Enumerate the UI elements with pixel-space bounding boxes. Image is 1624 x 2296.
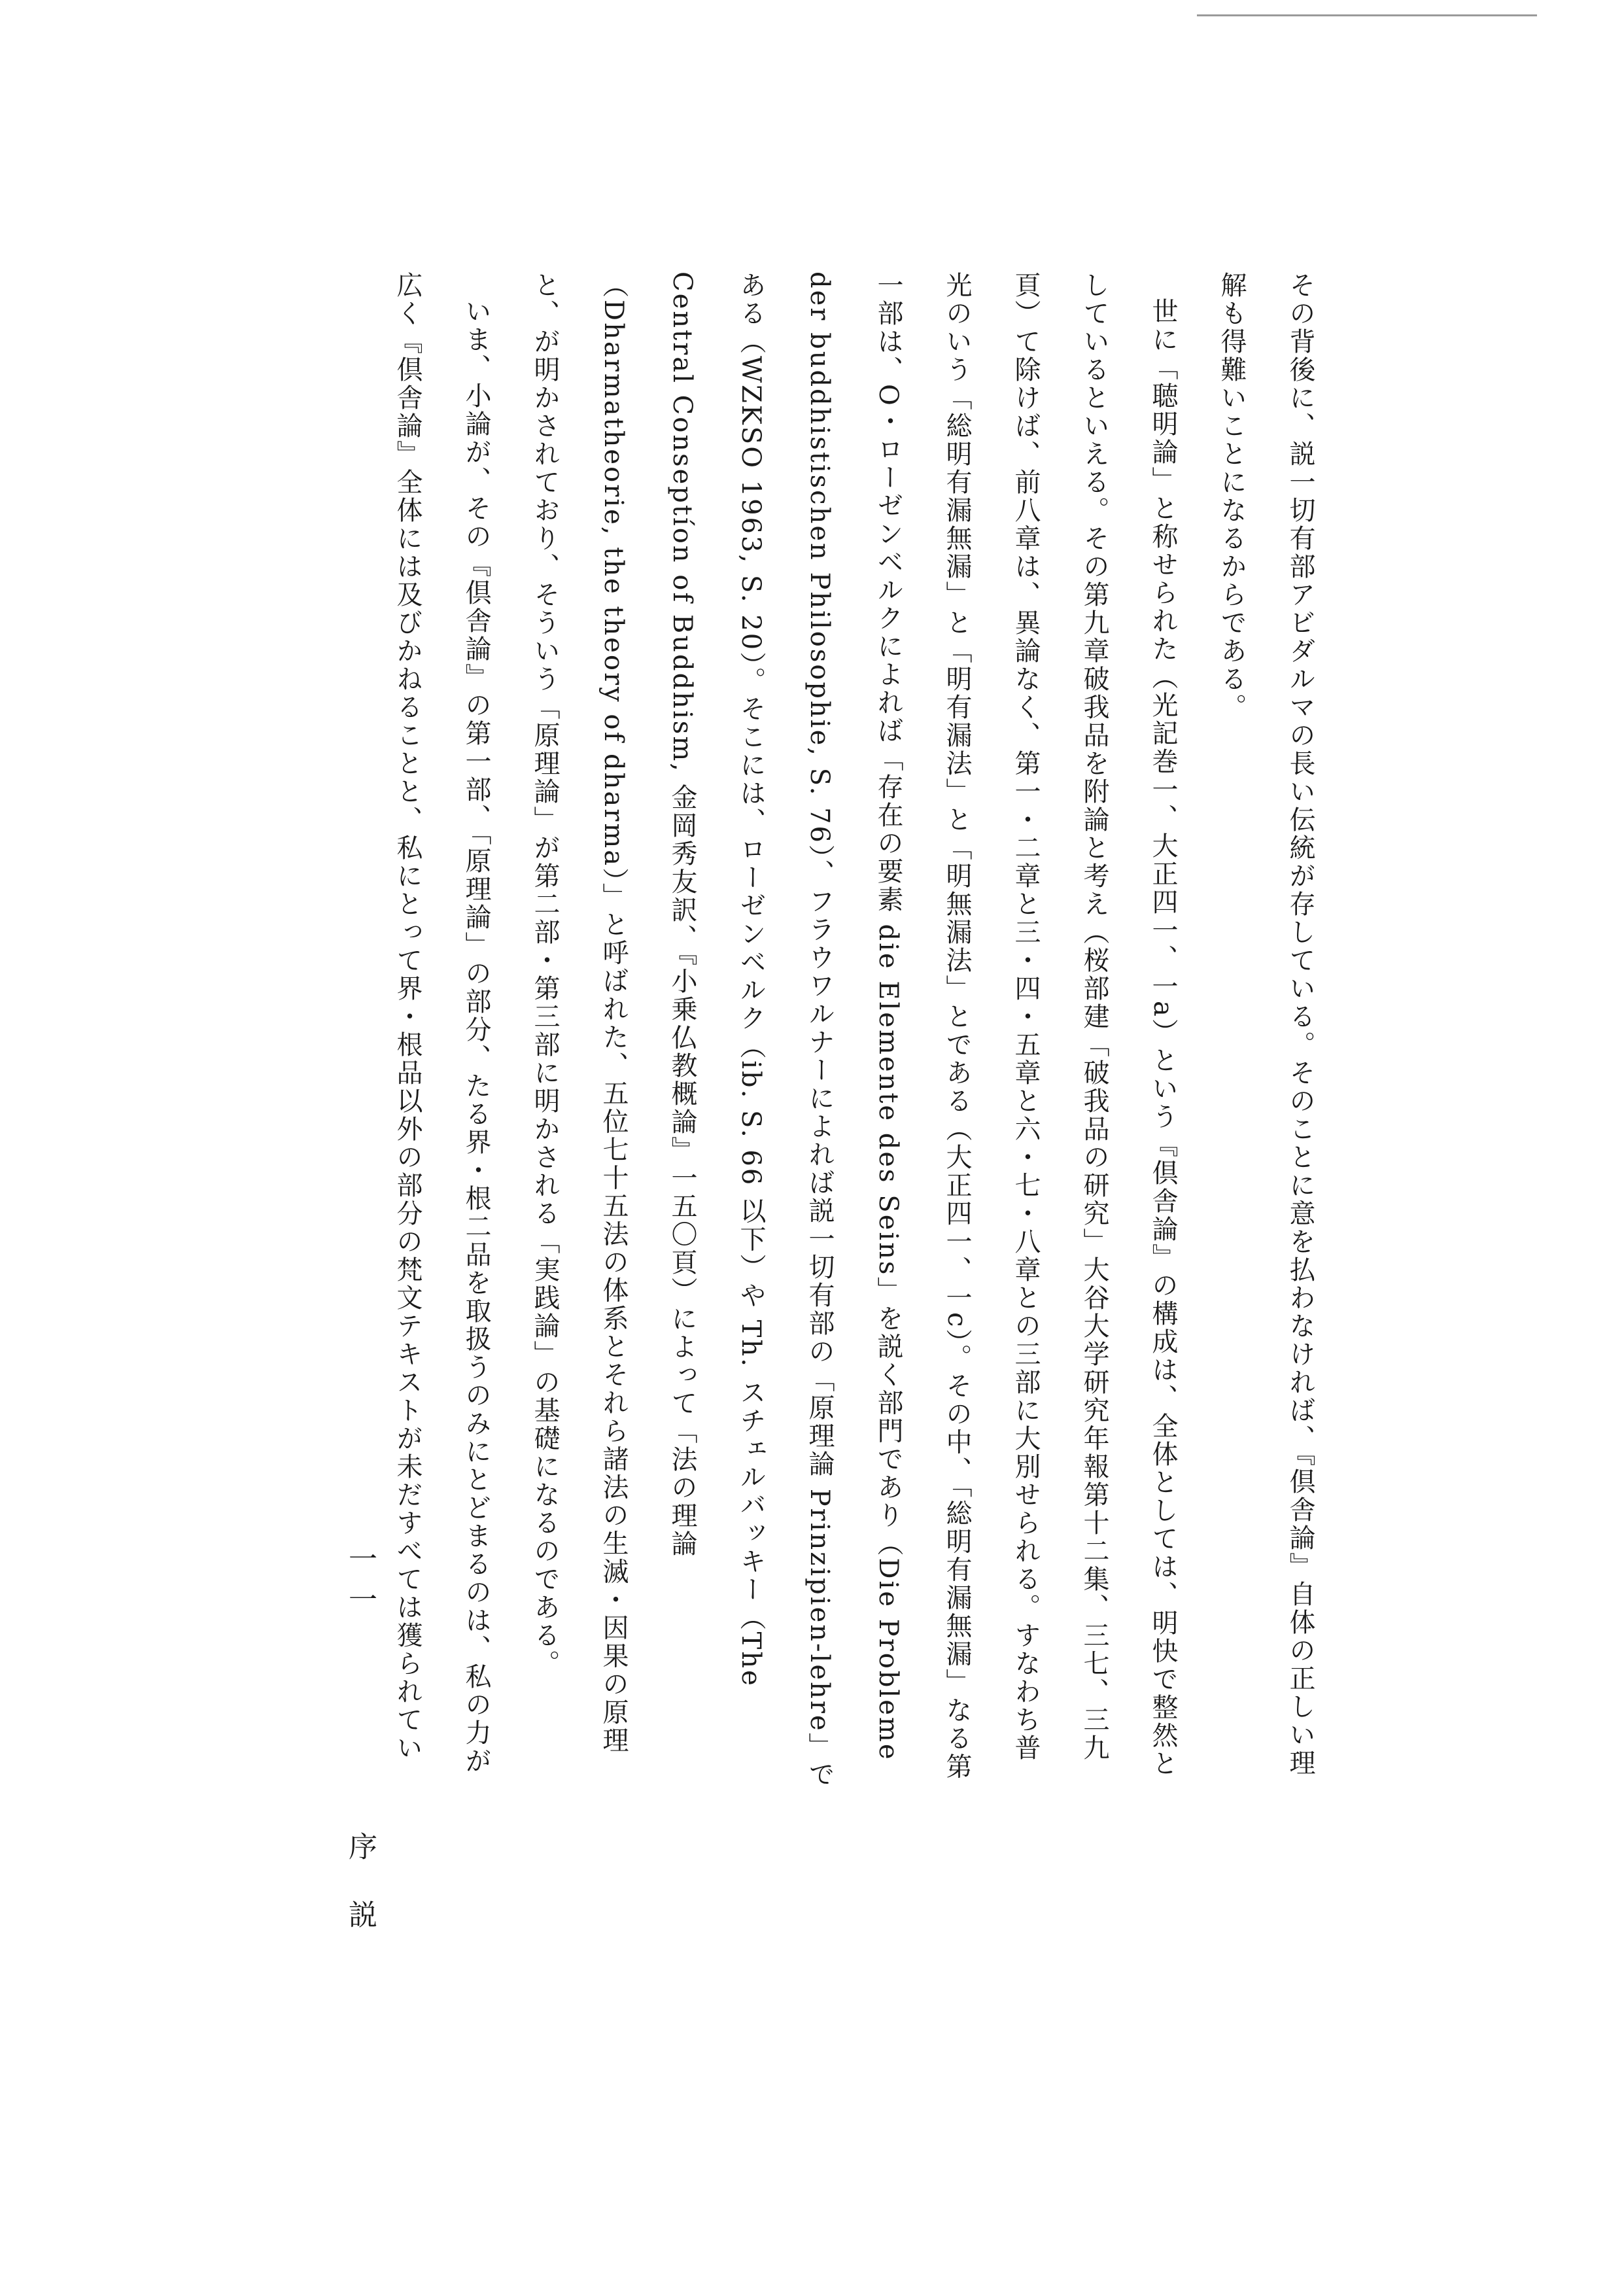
paragraph-2: 世に「聴明論」と称せられた（光記巻一、大正四一、一a）という『倶舎論』の構成は、全体としては、明快で整然としているといえる。その第九章破我品を附論と考え（桜部建「破我品の研究」大谷大学研究年報第十二集、三七、三九頁）て除けば、前八章は、異論なく、第一・二章と三・四・五章と六・七・八章との三部に大別せられる。すなわち普光のいう「総明有漏無漏」と「明有漏法」と「明無漏法」とである（大正四一、一c）。その中、「総明有漏無漏」なる第一部は、O・ローゼンベルクによれば「存在の要素 die Elemente des Seins」を説く部門であり（Die Probleme der buddhistischen Philosophie, S. 76）、フラウワルナーによれば説一切有部の「原理論 Prinzipien-lehre」である（WZKSO 1963, S. 20）。そこには、ローゼンベルク（ib. S. 66 以下）や Th. スチェルバッキー（The Central Conseptíon of Buddhism, 金岡秀友訳、『小乗仏教概論』一五〇頁）によって「法の理論（Dharmatheorie, the theory of dharma）」と呼ばれた、五位七十五法の体系とそれら諸法の生滅・因果の原理と、が明かされており、そういう「原理論」が第二部・第三部に明かされる「実践論」の基礎になるのである。 (530, 271, 1178, 1789)
paragraph-1: その背後に、説一切有部アビダルマの長い伝統が存している。そのことに意を払わなければ、『倶舎論』自体の正しい理解も得難いことになるからである。 (1217, 271, 1315, 1777)
running-section-heading: 序説 (343, 1832, 377, 1968)
paragraph-3: いま、小論が、その『倶舎論』の第一部、「原理論」の部分、たる界・根二品を取扱うのみにとどまるのは、私の力が広く『倶舎論』全体には及びかねることと、私にとって界・根品以外の部分の梵文テキストが未だすべては獲られてい (392, 271, 491, 1775)
page-number: 一一 (343, 1544, 377, 1625)
body-text (366, 271, 1334, 1789)
top-edge-rule (1197, 14, 1537, 16)
